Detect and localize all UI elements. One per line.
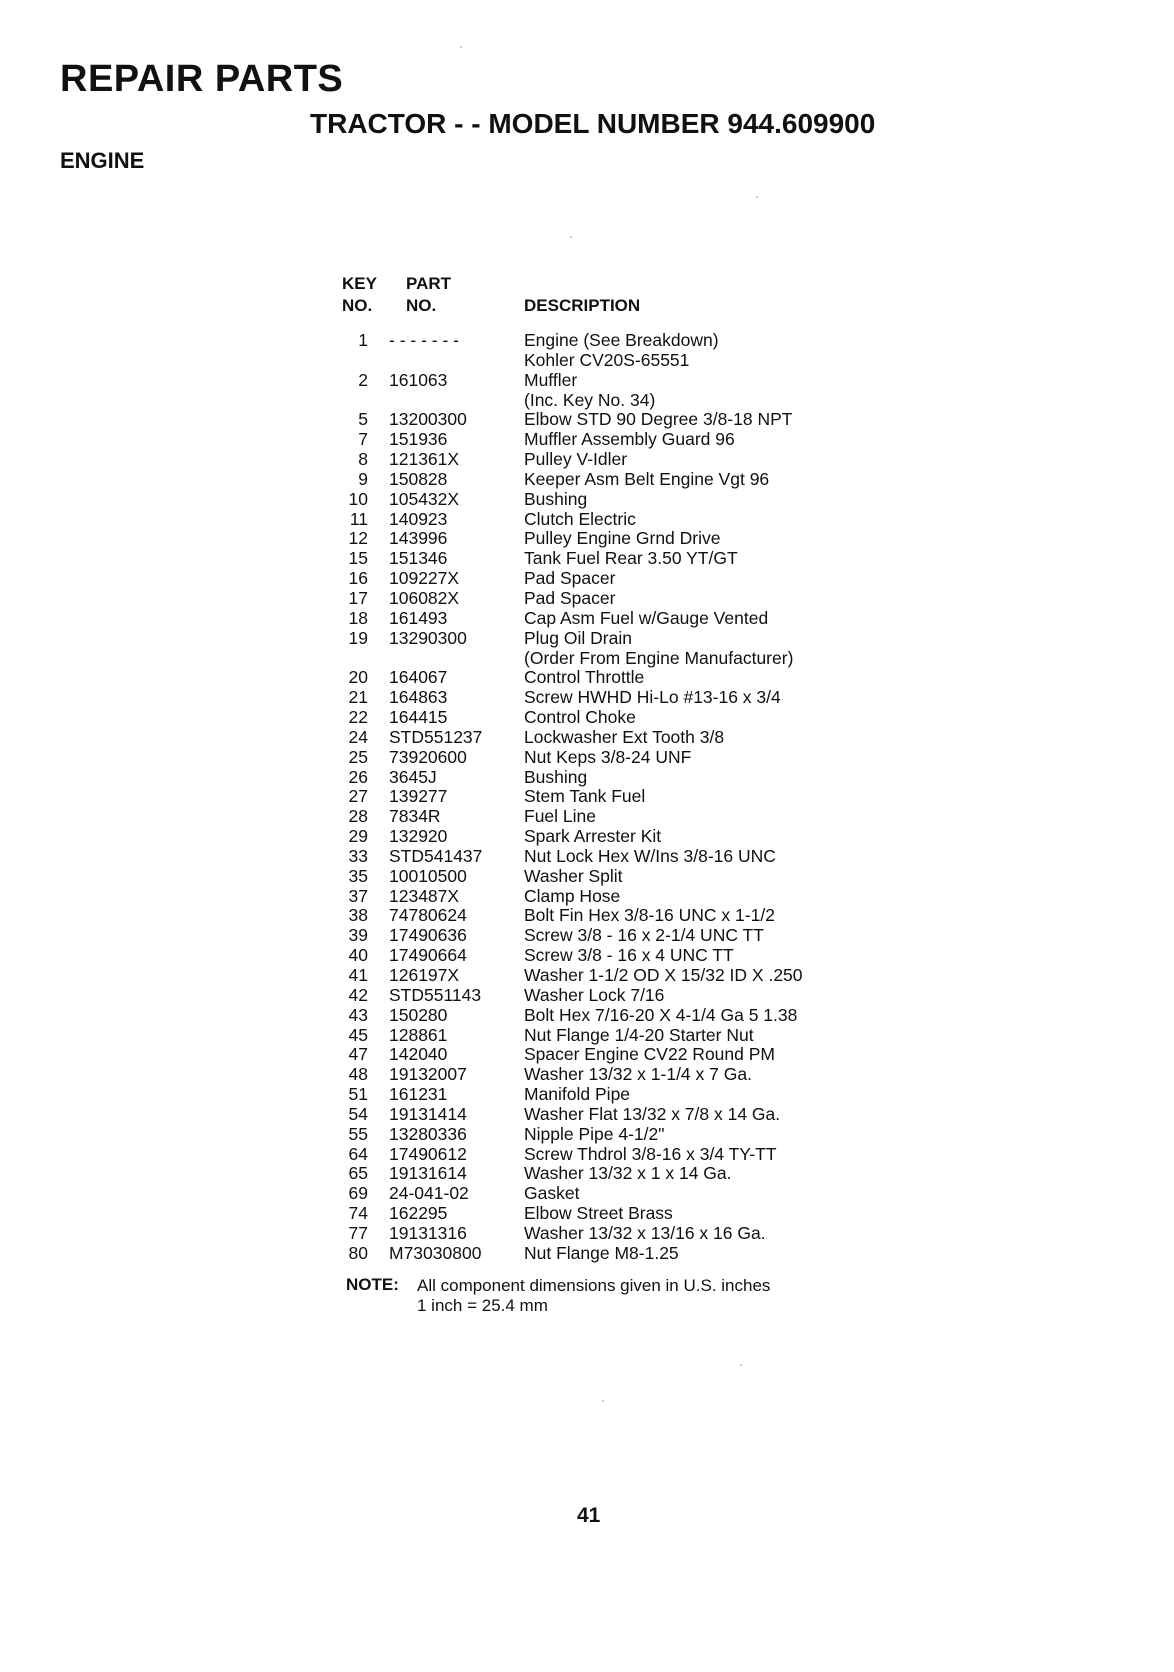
key-number: 29 — [348, 826, 368, 847]
key-number: 42 — [348, 984, 368, 1005]
part-description: Pulley V-Idler — [524, 449, 628, 470]
scan-speck — [460, 46, 462, 48]
part-description: Pulley Engine Grnd Drive — [524, 528, 721, 549]
key-number: 35 — [348, 865, 368, 886]
key-number: 55 — [348, 1123, 368, 1144]
parts-row — [0, 1244, 1174, 1264]
parts-row — [0, 569, 1174, 589]
parts-row — [0, 510, 1174, 530]
key-no-header-line2: NO. — [342, 296, 373, 315]
parts-row — [0, 589, 1174, 609]
part-description: Engine (See Breakdown) — [524, 330, 719, 350]
key-number: 41 — [348, 965, 368, 985]
parts-row — [0, 708, 1174, 728]
part-description: Nut Flange M8-1.25 — [524, 1242, 679, 1263]
parts-row — [0, 1085, 1174, 1105]
part-number: 161493 — [389, 607, 448, 628]
key-number: 19 — [348, 627, 368, 648]
part-description: Tank Fuel Rear 3.50 YT/GT — [524, 548, 738, 569]
parts-row — [0, 1204, 1174, 1224]
section-title: ENGINE — [60, 148, 145, 173]
parts-row — [0, 629, 1174, 649]
key-number: 16 — [348, 568, 368, 589]
parts-row — [0, 649, 1174, 669]
part-number: 10010500 — [389, 865, 467, 886]
part-number: 150280 — [389, 1004, 448, 1025]
part-description: Elbow Street Brass — [524, 1203, 673, 1224]
part-description: Elbow STD 90 Degree 3/8-18 NPT — [524, 409, 793, 430]
key-number: 25 — [348, 746, 368, 767]
part-number: 140923 — [389, 508, 448, 529]
parts-row — [0, 668, 1174, 688]
part-number: 126197X — [389, 965, 460, 985]
part-description: Washer 13/32 x 13/16 x 16 Ga. — [524, 1222, 766, 1243]
part-description: Kohler CV20S-65551 — [524, 349, 690, 370]
key-number: 47 — [348, 1044, 368, 1065]
part-description: Nut Lock Hex W/Ins 3/8-16 UNC — [524, 845, 776, 866]
part-description: Bolt Fin Hex 3/8-16 UNC x 1-1/2 — [524, 905, 775, 926]
part-description: Bushing — [524, 766, 588, 787]
scan-speck — [756, 196, 758, 198]
key-number: 77 — [348, 1222, 368, 1243]
parts-row — [0, 966, 1174, 986]
parts-row — [0, 410, 1174, 430]
key-number: 27 — [348, 786, 368, 807]
part-description: Control Throttle — [524, 667, 645, 688]
parts-row — [0, 430, 1174, 450]
part-number: STD551143 — [389, 984, 482, 1005]
part-number: 24-041-02 — [389, 1183, 469, 1204]
part-number: 19131316 — [389, 1222, 467, 1243]
part-number: 164863 — [389, 687, 448, 708]
key-number: 51 — [348, 1084, 368, 1105]
key-number: 7 — [358, 429, 368, 450]
part-description: Clamp Hose — [524, 885, 621, 906]
parts-row — [0, 1026, 1174, 1046]
key-number: 2 — [358, 369, 368, 390]
parts-row — [0, 1105, 1174, 1125]
key-number: 69 — [348, 1183, 368, 1204]
parts-row — [0, 728, 1174, 748]
key-number: 24 — [348, 726, 368, 747]
note-text-line2: 1 inch = 25.4 mm — [417, 1296, 548, 1315]
model-heading: TRACTOR - - MODEL NUMBER 944.609900 — [310, 108, 876, 139]
parts-row — [0, 688, 1174, 708]
key-number: 9 — [358, 468, 368, 489]
part-description: Stem Tank Fuel — [524, 786, 646, 807]
parts-list — [0, 331, 1174, 1264]
parts-row — [0, 867, 1174, 887]
part-description: Clutch Electric — [524, 508, 636, 529]
parts-row — [0, 371, 1174, 391]
key-number: 21 — [348, 687, 368, 708]
part-description: Keeper Asm Belt Engine Vgt 96 — [524, 468, 770, 489]
part-description: Muffler — [524, 369, 578, 390]
part-number: 143996 — [389, 528, 448, 549]
parts-row — [0, 1224, 1174, 1244]
part-description: Screw Thdrol 3/8-16 x 3/4 TY-TT — [524, 1143, 777, 1164]
part-number: 3645J — [389, 766, 437, 787]
part-description: Washer 1-1/2 OD X 15/32 ID X .250 — [524, 965, 803, 985]
key-number: 40 — [348, 945, 368, 966]
part-description: Pad Spacer — [524, 587, 616, 608]
part-number: STD551237 — [389, 726, 483, 747]
key-number: 20 — [348, 667, 368, 688]
part-description: Washer Split — [524, 865, 623, 886]
part-description: Washer 13/32 x 1-1/4 x 7 Ga. — [524, 1064, 752, 1085]
parts-row — [0, 847, 1174, 867]
part-description: Bolt Hex 7/16-20 X 4-1/4 Ga 5 1.38 — [524, 1004, 798, 1025]
parts-row — [0, 1184, 1174, 1204]
key-number: 17 — [348, 587, 368, 608]
parts-row — [0, 470, 1174, 490]
part-description: Nipple Pipe 4-1/2" — [524, 1123, 665, 1144]
key-number: 48 — [348, 1064, 368, 1085]
scan-speck — [602, 1400, 604, 1402]
parts-row — [0, 768, 1174, 788]
part-number: 164067 — [389, 667, 448, 688]
part-number: 7834R — [389, 806, 441, 827]
note-text-line1: All component dimensions given in U.S. inches — [417, 1276, 771, 1295]
key-number: 64 — [348, 1143, 368, 1164]
parts-row — [0, 391, 1174, 411]
key-number: 38 — [348, 905, 368, 926]
part-number: 17490612 — [389, 1143, 467, 1164]
parts-row — [0, 490, 1174, 510]
part-number: 121361X — [389, 449, 460, 470]
part-description: Washer 13/32 x 1 x 14 Ga. — [524, 1163, 732, 1184]
part-description: Gasket — [524, 1183, 580, 1204]
part-number: 73920600 — [389, 746, 467, 767]
key-number: 65 — [348, 1163, 368, 1184]
part-number: 139277 — [389, 786, 448, 807]
part-number: 17490636 — [389, 925, 467, 946]
key-number: 43 — [348, 1004, 368, 1025]
parts-row — [0, 1125, 1174, 1145]
part-description: Nut Keps 3/8-24 UNF — [524, 746, 692, 767]
key-no-header-line1: KEY — [342, 274, 377, 293]
part-description: Bushing — [524, 488, 588, 509]
parts-row — [0, 827, 1174, 847]
parts-row — [0, 1145, 1174, 1165]
part-number: 109227X — [389, 568, 460, 589]
part-number: 13200300 — [389, 409, 467, 430]
part-description: Lockwasher Ext Tooth 3/8 — [524, 726, 725, 747]
parts-row — [0, 748, 1174, 768]
part-description: Screw 3/8 - 16 x 4 UNC TT — [524, 945, 734, 966]
key-number: 74 — [348, 1203, 368, 1224]
part-number: 74780624 — [389, 905, 467, 926]
parts-row — [0, 1065, 1174, 1085]
parts-row — [0, 351, 1174, 371]
part-number: M73030800 — [389, 1242, 482, 1263]
key-number: 10 — [348, 488, 368, 509]
part-number: 13280336 — [389, 1123, 467, 1144]
parts-row — [0, 906, 1174, 926]
scan-speck — [740, 1364, 742, 1366]
part-description: Spacer Engine CV22 Round PM — [524, 1044, 775, 1065]
key-number: 28 — [348, 806, 368, 827]
parts-row — [0, 529, 1174, 549]
part-description: Nut Flange 1/4-20 Starter Nut — [524, 1024, 754, 1045]
key-number: 5 — [358, 409, 368, 430]
parts-row — [0, 609, 1174, 629]
part-description: Washer Flat 13/32 x 7/8 x 14 Ga. — [524, 1103, 781, 1124]
key-number: 54 — [348, 1103, 368, 1124]
part-number: 164415 — [389, 707, 448, 728]
key-number: 22 — [348, 707, 368, 728]
part-number: 161063 — [389, 369, 448, 390]
parts-row — [0, 1045, 1174, 1065]
part-description: Cap Asm Fuel w/Gauge Vented — [524, 607, 769, 628]
key-number: 45 — [348, 1024, 368, 1045]
part-number: 132920 — [389, 826, 448, 847]
part-number: - - - - - - - — [389, 330, 459, 350]
part-number: 19132007 — [389, 1064, 467, 1085]
key-number: 26 — [348, 766, 368, 787]
part-description: Pad Spacer — [524, 568, 616, 589]
part-number: 13290300 — [389, 627, 467, 648]
parts-row — [0, 1006, 1174, 1026]
key-number: 39 — [348, 925, 368, 946]
parts-row — [0, 887, 1174, 907]
part-description: (Order From Engine Manufacturer) — [524, 647, 794, 668]
key-number: 12 — [348, 528, 368, 549]
part-number: STD541437 — [389, 845, 483, 866]
part-number: 151936 — [389, 429, 448, 450]
key-number: 1 — [358, 330, 368, 350]
part-number: 19131614 — [389, 1163, 467, 1184]
description-header: DESCRIPTION — [524, 296, 641, 315]
parts-row — [0, 787, 1174, 807]
part-no-header-line2: NO. — [406, 296, 437, 315]
key-number: 18 — [348, 607, 368, 628]
key-number: 11 — [349, 508, 368, 529]
key-number: 15 — [348, 548, 368, 569]
part-description: Spark Arrester Kit — [524, 826, 662, 847]
part-description: Muffler Assembly Guard 96 — [524, 429, 735, 450]
part-number: 142040 — [389, 1044, 448, 1065]
part-description: Manifold Pipe — [524, 1084, 631, 1105]
part-number: 151346 — [389, 548, 448, 569]
page-number: 41 — [577, 1504, 601, 1527]
parts-row — [0, 331, 1174, 351]
note-label: NOTE: — [346, 1275, 399, 1294]
scan-speck — [570, 236, 572, 238]
part-number: 123487X — [389, 885, 460, 906]
part-number: 19131414 — [389, 1103, 467, 1124]
part-description: Screw HWHD Hi-Lo #13-16 x 3/4 — [524, 687, 781, 708]
parts-row — [0, 946, 1174, 966]
parts-row — [0, 807, 1174, 827]
parts-row — [0, 926, 1174, 946]
parts-row — [0, 1164, 1174, 1184]
part-number: 161231 — [389, 1084, 448, 1105]
page-title: REPAIR PARTS — [60, 58, 344, 100]
part-no-header-line1: PART — [406, 274, 452, 293]
part-number: 17490664 — [389, 945, 467, 966]
part-description: Fuel Line — [524, 806, 596, 827]
parts-row — [0, 986, 1174, 1006]
part-description: Control Choke — [524, 707, 636, 728]
part-number: 128861 — [389, 1024, 448, 1045]
part-description: Washer Lock 7/16 — [524, 984, 665, 1005]
key-number: 80 — [348, 1242, 368, 1263]
part-number: 106082X — [389, 587, 460, 608]
part-number: 150828 — [389, 468, 448, 489]
key-number: 8 — [358, 449, 368, 470]
part-number: 162295 — [389, 1203, 448, 1224]
part-description: (Inc. Key No. 34) — [524, 389, 656, 410]
parts-row — [0, 549, 1174, 569]
part-number: 105432X — [389, 488, 460, 509]
part-description: Plug Oil Drain — [524, 627, 632, 648]
part-description: Screw 3/8 - 16 x 2-1/4 UNC TT — [524, 925, 764, 946]
parts-row — [0, 450, 1174, 470]
key-number: 33 — [348, 845, 368, 866]
key-number: 37 — [348, 885, 368, 906]
